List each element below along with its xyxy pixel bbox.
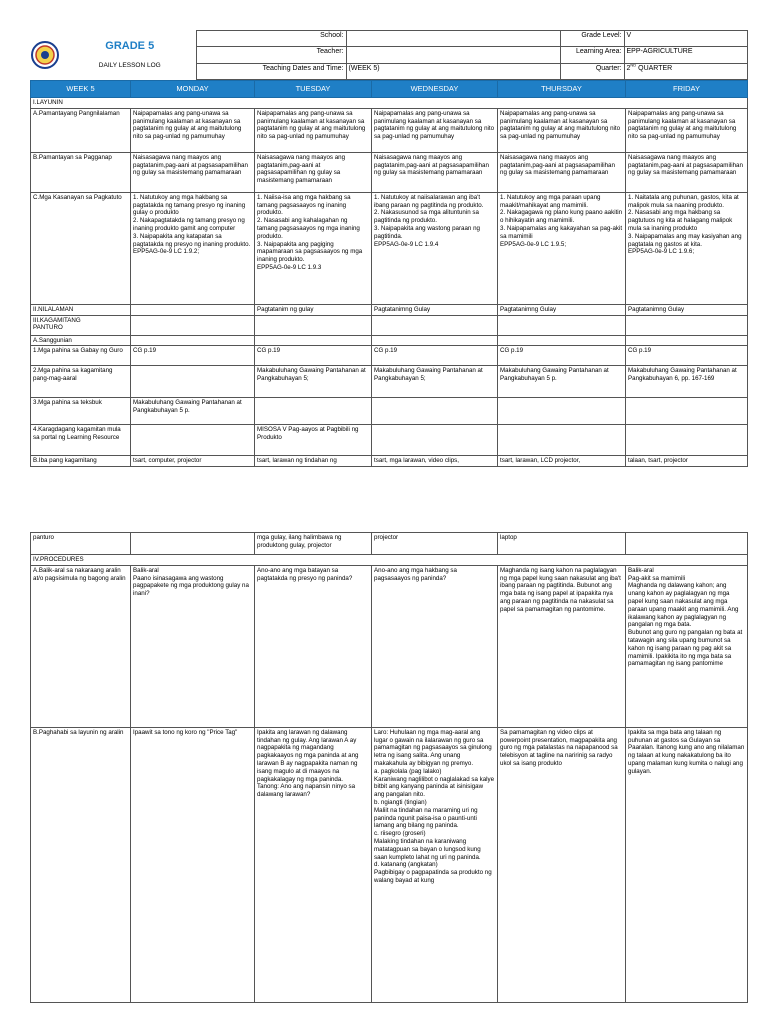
- cell-wednesday: Laro: Huhulaan ng mga mag-aaral ang lugar o gawain na ilalarawan ng guro sa pamamagitan ng pagsasaayos sa ginulong letra ng isang salita. Ang unang makakahula ay bibigyan ng premyo. a. pagkolala (pag lalako) Karaniwang naglilibot o naglalakad sa kalye bitbit ang kanyang paninda at isinisigaw ang pangalan nito. b. ngiangti (tingian) Maliit na tindahan na maraming uri ng paninda ngunit paisa-isa o paunti-unti lamang ang bilang ng paninda. c. riisegro (groseri) Malaking tindahan na karaniwang matatagpuan sa bayan o lungsod kung saan kumpleto lahat ng uri ng paninda. d. katanang (angkatan) Pagbibigay o pagpapatinda sa produkto ng walang bayad at kung: [372, 727, 498, 1002]
- cell-thursday: 1. Natutukoy ang mga paraan upang maakit/mahikayat ang mamimili. 2. Nakagagawa ng plano kung paano aakitin o hihikayatin ang mamimili. 3. Naipapamalas ang kakayahan sa pag-akit sa mamimili EPP5AG-0e-9 LC 1.9.5;: [498, 192, 626, 304]
- cell-monday: [131, 533, 255, 555]
- header-block: [30, 30, 747, 80]
- section-sanggunian: A.Sanggunian: [31, 335, 131, 346]
- section-layunin: I.LAYUNIN: [31, 98, 748, 109]
- day-header-row: [31, 81, 748, 98]
- cell-friday: [626, 533, 748, 555]
- cell-thursday: tsart, larawan, LCD projector,: [498, 456, 626, 467]
- row-label: panturo: [31, 533, 131, 555]
- cell-wednesday: Ano-ano ang mga hakbang sa pagsasaayos ng paninda?: [372, 565, 498, 727]
- cell-thursday: CG p.19: [498, 346, 626, 366]
- table-row: [31, 335, 748, 346]
- row-label: B.Paghahabi sa layunin ng aralin: [31, 727, 131, 1002]
- table-row: [31, 366, 748, 398]
- section-procedures: IV.PROCEDURES: [31, 555, 748, 566]
- log-title: DAILY LESSON LOG: [98, 61, 161, 69]
- table-row: [31, 192, 748, 304]
- teacher-value[interactable]: [346, 47, 560, 63]
- table-row: [31, 727, 748, 1002]
- grade-title: GRADE 5: [105, 39, 155, 52]
- quarter-sup: ND: [630, 63, 637, 68]
- cell-wednesday: CG p.19: [372, 346, 498, 366]
- teacher-label: Teacher:: [196, 47, 346, 63]
- section-row: [31, 555, 748, 566]
- cell-friday: CG p.19: [626, 346, 748, 366]
- cell-thursday: Maghanda ng isang kahon na paglalagyan ng mga papel kung saan nakasulat ang iba't ibang paraan ng pagtitinda. Bubunot ang mga bata ng isang papel at ipapakita nya ang paraan ng pagtitinda na nakasulat sa papel sa pamamagitan ng pantomime.: [498, 565, 626, 727]
- cell-friday: Makabuluhang Gawaing Pantahanan at Pangkabuhayan 6, pp. 167-169: [626, 366, 748, 398]
- table-row: [31, 315, 748, 335]
- cell-thursday: Naisasagawa nang maayos ang pagtatanim,pag-aani at pagsasapamilihan ng gulay sa masistemang pamamaraan: [498, 152, 626, 192]
- col-thursday: THURSDAY: [498, 81, 626, 98]
- table-row: [31, 304, 748, 315]
- row-label: B.Pamantayan sa Pagganap: [31, 152, 131, 192]
- cell-monday: Naipapamalas ang pang-unawa sa panimulang kaalaman at kasanayan sa pagtatanim ng gulay at ang maitutulong nito sa pag-unlad ng pamumuhay: [131, 108, 255, 152]
- cell-thursday: [498, 425, 626, 456]
- cell-monday: Makabuluhang Gawaing Pantahanan at Pangkabuhayan 5 p.: [131, 398, 255, 425]
- deped-seal-logo: [30, 31, 64, 80]
- section-row: [31, 98, 748, 109]
- cell-thursday: Sa pamamagitan ng video clips at powerpoint presentation, magpapakita ang guro ng mga patalastas na napapanood sa telebisyon at tagline na naririnig sa radyo ukol sa isang produkto: [498, 727, 626, 1002]
- area-value[interactable]: EPP-AGRICULTURE: [624, 47, 747, 63]
- cell-friday: Naipapamalas ang pang-unawa sa panimulang kaalaman at kasanayan sa pagtatanim ng gulay at ang maitutulong nito sa pag-unlad ng pamumuhay: [626, 108, 748, 152]
- cell-tuesday: Naisasagawa nang maayos ang pagtatanim,pag-aani at pagsasapamilihan ng gulay sa masistemang pamamaraan: [255, 152, 372, 192]
- cell-friday: Balik-aral Pag-akit sa mamimili Maghanda ng dalawang kahon; ang unang kahon ay paglalagyan ng mga papel kung saan nakasulat ang mga paraan upang maakit ang mamimili. Ang ikalawang kahon ay paglalagyan ng pangalan ng mga bata. Bubunot ang guro ng pangalan ng bata at tatawagin ang sila upang bumunot sa kahon ng isang paraan ng pag akit sa mamimili. Ipakikita ito ng mga bata sa pamamagitan ng isang pantomime: [626, 565, 748, 727]
- dates-label: Teaching Dates and Time:: [196, 63, 346, 79]
- cell-tuesday: Naipapamalas ang pang-unawa sa panimulang kaalaman at kasanayan sa pagtatanim ng gulay at ang maitutulong nito sa pag-unlad ng pamumuhay: [255, 108, 372, 152]
- cell-wednesday: [372, 425, 498, 456]
- cell-thursday: Naipapamalas ang pang-unawa sa panimulang kaalaman at kasanayan sa pagtatanim ng gulay at ang maitutulong nito sa pag-unlad ng pamumuhay: [498, 108, 626, 152]
- area-label: Learning Area:: [560, 47, 624, 63]
- cell-friday: 1. Naitatala ang puhunan, gastos, kita at malipok mula sa naaning produkto. 2. Nasasabi ang mga hakbang sa pagtutuos ng kita at halagang malipok mula sa inaning produkto 3. Naipapamalas ang may kasiyahan ang pagtatala ng gastos at kita. EPP5AG-0e-9 LC 1.9.6;: [626, 192, 748, 304]
- cell-monday: tsart, computer, projector: [131, 456, 255, 467]
- table-row: [31, 425, 748, 456]
- cell-monday: [131, 304, 255, 315]
- school-label: School:: [196, 31, 346, 47]
- quarter-num: 2: [626, 64, 631, 72]
- table-row: [31, 456, 748, 467]
- quarter-label: Quarter:: [560, 63, 624, 79]
- cell-tuesday: mga gulay, ilang halimbawa ng produktong gulay, projector: [255, 533, 372, 555]
- row-label: 3.Mga pahina sa teksbuk: [31, 398, 131, 425]
- table-row: [31, 152, 748, 192]
- cell-wednesday: Pagtatanimng Gulay: [372, 304, 498, 315]
- cell-wednesday: Naisasagawa nang maayos ang pagtatanim,pag-aani at pagsasapamilihan ng gulay sa masistemang pamamaraan: [372, 152, 498, 192]
- section-kagamitang: III.KAGAMITANG PANTURO: [31, 315, 131, 335]
- cell-friday: [626, 398, 748, 425]
- col-week: WEEK 5: [31, 81, 131, 98]
- cell-friday: [626, 425, 748, 456]
- cell-thursday: Pagtatanimng Gulay: [498, 304, 626, 315]
- cell-wednesday: [372, 398, 498, 425]
- table-row: [31, 398, 748, 425]
- cell-tuesday: Ano-ano ang mga batayan sa pagtatakda ng presyo ng paninda?: [255, 565, 372, 727]
- grade-level-label: Grade Level:: [560, 31, 624, 47]
- cell-monday: Balik-aral Paano isinasagawa ang wastong pagpapakete ng mga produktong gulay na inani?: [131, 565, 255, 727]
- row-label: 1.Mga pahina sa Gabay ng Guro: [31, 346, 131, 366]
- cell-tuesday: Pagtatanim ng gulay: [255, 304, 372, 315]
- row-label: C.Mga Kasanayan sa Pagkatuto: [31, 192, 131, 304]
- school-value[interactable]: [346, 31, 560, 47]
- cell-thursday: Makabuluhang Gawaing Pantahanan at Pangkabuhayan 5 p.: [498, 366, 626, 398]
- cell-friday: talaan, tsart, projector: [626, 456, 748, 467]
- cell-tuesday: CG p.19: [255, 346, 372, 366]
- lesson-table-part1: [30, 80, 747, 467]
- row-label: A.Balik-aral sa nakaraang aralin at/o pagsisimula ng bagong aralin: [31, 565, 131, 727]
- row-label: 4.Karagdagang kagamitan mula sa portal ng Learning Resource: [31, 425, 131, 456]
- lesson-table-part2: [30, 532, 747, 1003]
- cell-monday: Ipaawit sa tono ng koro ng "Price Tag": [131, 727, 255, 1002]
- table-row: [31, 533, 748, 555]
- cell-wednesday: 1. Natutukoy at naiisalarawan ang iba't ibang paraan ng pagtitinda ng produkto. 2. Nakasusunod sa mga alituntunin sa pagtitinda ng produkto. 3. Naipapakita ang wastong paraan ng pagtitinda. EPP5AG-0e-9 LC 1.9.4: [372, 192, 498, 304]
- cell-tuesday: Makabuluhang Gawaing Pantahanan at Pangkabuhayan 5;: [255, 366, 372, 398]
- table-row: [31, 108, 748, 152]
- table-row: [31, 346, 748, 366]
- cell-monday: [131, 366, 255, 398]
- col-friday: FRIDAY: [626, 81, 748, 98]
- col-tuesday: TUESDAY: [255, 81, 372, 98]
- quarter-value[interactable]: [624, 63, 747, 79]
- col-wednesday: WEDNESDAY: [372, 81, 498, 98]
- cell-thursday: [498, 398, 626, 425]
- row-label: B.Iba pang kagamitang: [31, 456, 131, 467]
- cell-tuesday: 1. Naiisa-isa ang mga hakbang sa tamang pagsasaayos ng inaning produkto. 2. Nasasabi ang kahalagahan ng tamang pagsasaayos ng mga inaning produkto. 3. Naipapakita ang pagiging mapamaraan sa pagsasaayos ng mga inaning produkto. EPP5AG-0e-9 LC 1.9.3: [255, 192, 372, 304]
- dates-value[interactable]: (WEEK 5): [346, 63, 560, 79]
- cell-friday: Ipakita sa mga bata ang talaan ng puhunan at gastos sa Gulayan sa Paaralan. Itanong kung ano ang nilalaman ng talaan at kung nakakatulong ba ito upang malaman kung kumita o nalugi ang gulayan.: [626, 727, 748, 1002]
- col-monday: MONDAY: [131, 81, 255, 98]
- cell-tuesday: tsart, larawan ng tindahan ng: [255, 456, 372, 467]
- cell-monday: [131, 425, 255, 456]
- cell-friday: Pagtatanimng Gulay: [626, 304, 748, 315]
- title-block: [64, 31, 196, 80]
- cell-friday: Naisasagawa nang maayos ang pagtatanim,pag-aani at pagsasapamilihan ng gulay sa masistemang pamamaraan: [626, 152, 748, 192]
- cell-monday: Naisasagawa nang maayos ang pagtatanim,pag-aani at pagsasapamilihan ng gulay sa masistemang pamamaraan: [131, 152, 255, 192]
- cell-tuesday: MISOSA V Pag-aayos at Pagbibili ng Produkto: [255, 425, 372, 456]
- cell-monday: CG p.19: [131, 346, 255, 366]
- cell-wednesday: tsart, mga larawan, video clips,: [372, 456, 498, 467]
- row-label: 2.Mga pahina sa kagamitang pang-mag-aaral: [31, 366, 131, 398]
- quarter-text: QUARTER: [636, 64, 673, 72]
- cell-wednesday: projector: [372, 533, 498, 555]
- cell-thursday: laptop: [498, 533, 626, 555]
- cell-tuesday: Ipakita ang larawan ng dalawang tindahan ng gulay. Ang larawan A ay nagpapakita ng magandang pagkakaayos ng mga paninda at ang larawan B ay nagpapakita naman ng isang magulo at di maayos na pagkakalagay ng mga paninda. Tanong: Ano ang napansin ninyo sa dalawang larawan?: [255, 727, 372, 1002]
- section-nilalaman: II.NILALAMAN: [31, 304, 131, 315]
- cell-wednesday: Naipapamalas ang pang-unawa sa panimulang kaalaman at kasanayan sa pagtatanim ng gulay at ang maitutulong nito sa pag-unlad ng pamumuhay: [372, 108, 498, 152]
- row-label: A.Pamantayang Pangnilalaman: [31, 108, 131, 152]
- table-row: [31, 565, 748, 727]
- cell-wednesday: Makabuluhang Gawaing Pantahanan at Pangkabuhayan 5;: [372, 366, 498, 398]
- grade-level-value[interactable]: V: [624, 31, 747, 47]
- cell-monday: 1. Natutukoy ang mga hakbang sa pagtatakda ng tamang presyo ng inaning gulay o produkto 2. Nakapagtatakda ng tamang presyo ng inaning produkto gamit ang computer 3. Naipapakita ang katapatan sa pagtatakda ng presyo ng inaning produkto. EPP5AG-0e-9 LC 1.9.2;: [131, 192, 255, 304]
- cell-tuesday: [255, 398, 372, 425]
